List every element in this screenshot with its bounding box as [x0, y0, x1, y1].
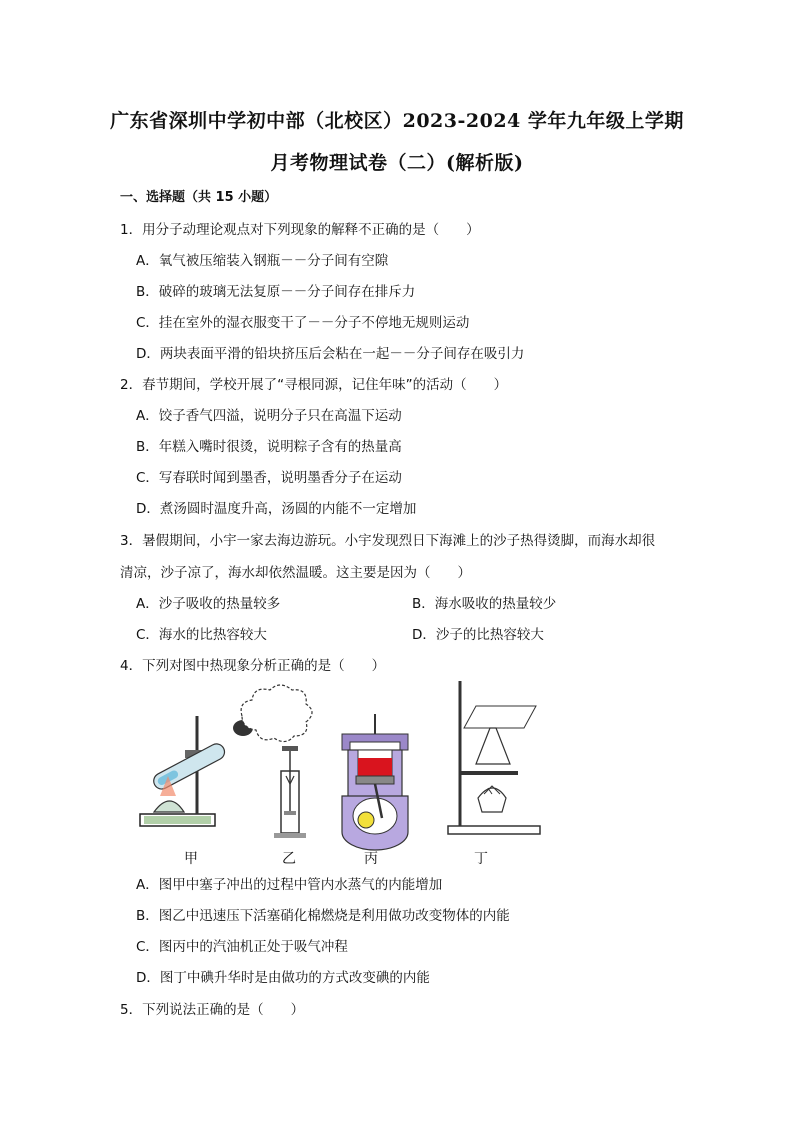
question-1-option-c: C．挂在室外的湿衣服变干了－－分子不停地无规则运动 — [136, 315, 470, 331]
question-4-option-c: C．图丙中的汽油机正处于吸气冲程 — [136, 939, 348, 955]
question-2-stem: 2．春节期间，学校开展了“寻根同源，记住年味”的活动（ ） — [120, 377, 508, 393]
question-1-option-a: A．氧气被压缩装入钢瓶－－分子间有空隙 — [136, 253, 389, 269]
question-4-figure — [130, 676, 550, 866]
question-2-option-a: A．饺子香气四溢，说明分子只在高温下运动 — [136, 408, 402, 424]
page-title-line2: 月考物理试卷（二）(解析版) — [270, 152, 524, 174]
figure-label-jia: 甲 — [184, 851, 198, 867]
question-2-option-d: D．煮汤圆时温度升高，汤圆的内能不一定增加 — [136, 501, 417, 517]
question-1-option-b: B．破碎的玻璃无法复原－－分子间存在排斥力 — [136, 284, 416, 300]
figure-jia-apparatus — [140, 685, 312, 826]
question-4-option-d: D．图丁中碘升华时是由做功的方式改变碘的内能 — [136, 970, 430, 986]
question-1-option-d: D．两块表面平滑的铅块挤压后会粘在一起－－分子间存在吸引力 — [136, 346, 525, 362]
figure-label-yi: 乙 — [282, 851, 296, 867]
question-1-stem: 1．用分子动理论观点对下列现象的解释不正确的是（ ） — [120, 222, 480, 238]
question-2-option-b: B．年糕入嘴时很烫，说明粽子含有的热量高 — [136, 439, 402, 455]
figure-yi-apparatus — [274, 746, 306, 838]
question-3-option-a: A．沙子吸收的热量较多 — [136, 596, 281, 612]
figure-bing-apparatus — [342, 714, 408, 850]
section-heading: 一、选择题（共 15 小题） — [120, 190, 278, 205]
question-4-option-b: B．图乙中迅速压下活塞硝化棉燃烧是利用做功改变物体的内能 — [136, 908, 510, 924]
page-title-line1: 广东省深圳中学初中部（北校区）2023-2024 学年九年级上学期 — [110, 110, 684, 132]
figure-label-bing: 丙 — [364, 851, 378, 867]
question-4-stem: 4．下列对图中热现象分析正确的是（ ） — [120, 658, 386, 674]
question-5-stem: 5．下列说法正确的是（ ） — [120, 1002, 305, 1018]
question-3-option-d: D．沙子的比热容较大 — [412, 627, 544, 643]
question-2-option-c: C．写春联时闻到墨香，说明墨香分子在运动 — [136, 470, 402, 486]
question-4-option-a: A．图甲中塞子冲出的过程中管内水蒸气的内能增加 — [136, 877, 443, 893]
question-3-option-b: B．海水吸收的热量较少 — [412, 596, 557, 612]
figure-label-ding: 丁 — [474, 851, 488, 867]
question-3-option-c: C．海水的比热容较大 — [136, 627, 267, 643]
figure-ding-apparatus — [448, 681, 540, 834]
question-3-stem-line2: 清凉，沙子凉了，海水却依然温暖。这主要是因为（ ） — [120, 565, 471, 581]
question-3-stem-line1: 3．暑假期间，小宇一家去海边游玩。小宇发现烈日下海滩上的沙子热得烫脚，而海水却很 — [120, 533, 656, 549]
